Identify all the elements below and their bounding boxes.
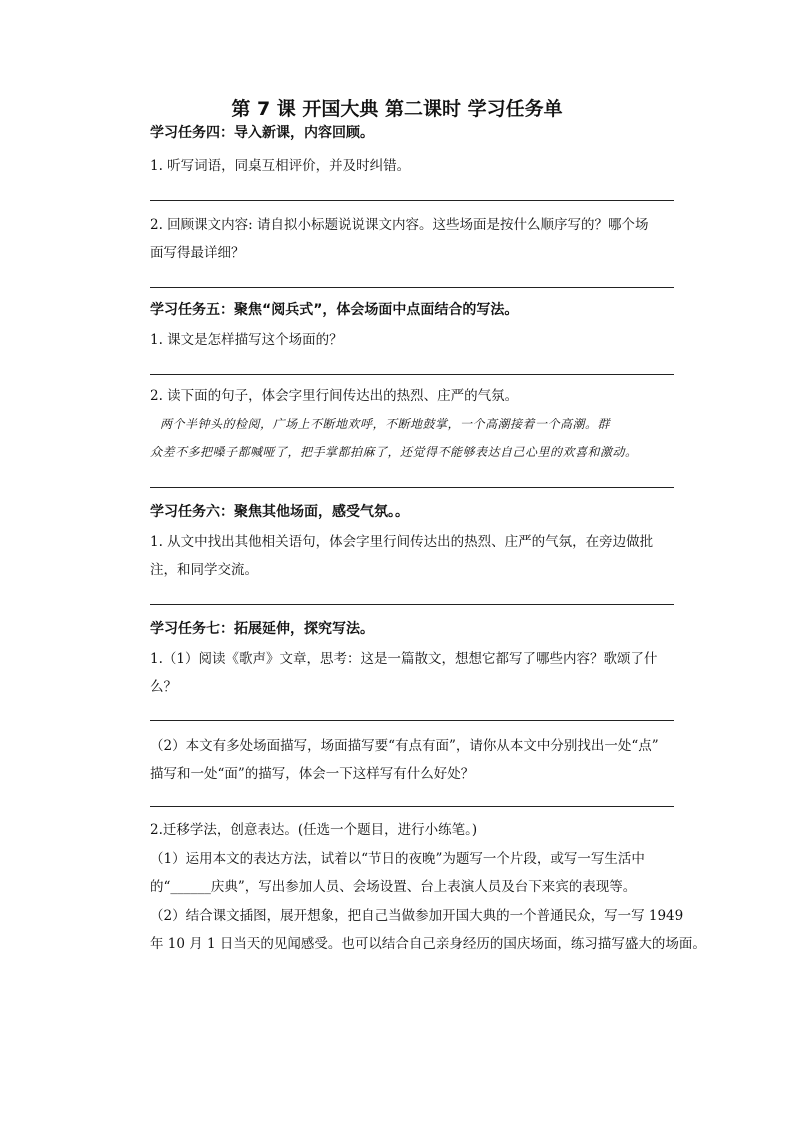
- task7-question-3: 2.迁移学法，创意表达。(任选一个题目，进行小练笔。): [150, 822, 478, 838]
- task7-question-2-line2: 描写和一处“面”的描写，体会一下这样写有什么好处？: [150, 766, 475, 782]
- answer-line[interactable]: [150, 374, 674, 375]
- task5-heading: 学习任务五：聚焦“阅兵式”，体会场面中点面结合的写法。: [150, 302, 519, 318]
- task7-question-3a-line1: （1）运用本文的表达方法，试着以“节日的夜晚”为题写一个片段，或写一写生活中: [150, 851, 645, 867]
- quote-line-1: 两个半钟头的检阅，广场上不断地欢呼，不断地鼓掌，一个高潮接着一个高潮。群: [160, 417, 611, 431]
- task6-question-1-line2: 注，和同学交流。: [150, 562, 258, 578]
- task7-question-3b-line2: 年 10 月 1 日当天的见闻感受。也可以结合自己亲身经历的国庆场面，练习描写盛大的场面。: [150, 936, 706, 952]
- answer-line[interactable]: [150, 604, 674, 605]
- page-title: 第 7 课 开国大典 第二课时 学习任务单: [231, 98, 563, 120]
- task4-question-2-line1: 2. 回顾课文内容: 请自拟小标题说说课文内容。这些场面是按什么顺序写的？哪个场: [150, 217, 649, 233]
- task7-question-1-line1: 1.（1）阅读《歌声》文章，思考：这是一篇散文，想想它都写了哪些内容？歌颂了什: [150, 651, 658, 667]
- task5-question-2: 2. 读下面的句子，体会字里行间传达出的热烈、庄严的气氛。: [150, 388, 519, 404]
- answer-line[interactable]: [150, 487, 674, 488]
- answer-line[interactable]: [150, 287, 674, 288]
- task7-question-2-line1: （2）本文有多处场面描写，场面描写要“有点有面”，请你从本文中分别找出一处“点”: [150, 738, 659, 754]
- task7-heading: 学习任务七：拓展延伸，探究写法。: [150, 621, 374, 637]
- task7-question-1-line2: 么？: [150, 679, 177, 695]
- answer-line[interactable]: [150, 720, 674, 721]
- quote-line-2: 众差不多把嗓子都喊哑了，把手掌都拍麻了，还觉得不能够表达自己心里的欢喜和激动。: [150, 445, 638, 459]
- task6-heading: 学习任务六：聚焦其他场面，感受气氛。。: [150, 504, 409, 520]
- task7-question-3b-line1: （2）结合课文插图，展开想象，把自己当做参加开国大典的一个普通民众，写一写 1949: [150, 908, 684, 924]
- task5-question-1: 1. 课文是怎样描写这个场面的？: [150, 332, 343, 348]
- answer-line[interactable]: [150, 200, 674, 201]
- task4-heading: 学习任务四：导入新课，内容回顾。: [150, 125, 374, 141]
- task4-question-2-line2: 面写得最详细？: [150, 245, 245, 261]
- answer-line[interactable]: [150, 806, 674, 807]
- task4-question-1: 1. 听写词语，同桌互相评价，并及时纠错。: [150, 158, 411, 174]
- task6-question-1-line1: 1. 从文中找出其他相关语句，体会字里行间传达出的热烈、庄严的气氛，在旁边做批: [150, 534, 654, 550]
- task7-question-3a-line2: 的“______庆典”，写出参加人员、会场设置、台上表演人员及台下来宾的表现等。: [150, 879, 637, 895]
